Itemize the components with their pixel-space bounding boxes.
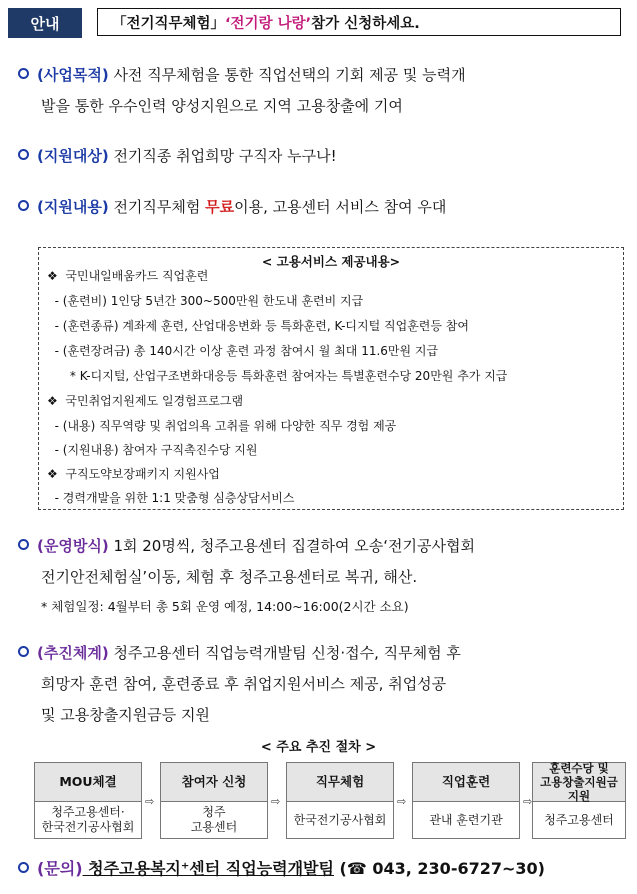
purpose-line2: 발을 통한 우수인력 양성지원으로 지역 고용창출에 기여 [41, 97, 403, 115]
arrow-right-icon: ⇨ [145, 795, 155, 808]
operation-key: (운영방식) [37, 537, 109, 555]
notice-tag: 안내 [8, 8, 82, 38]
service-line: - (훈련장려금) 총 140시간 이상 훈련 과정 참여시 월 최대 11.6만원 지급 [47, 344, 439, 358]
target-key: (지원대상) [37, 147, 109, 165]
contact-phone: (☎ 043, 230-6727~30) [333, 859, 545, 878]
target-text: 전기직종 취업희망 구직자 누구나! [108, 147, 337, 165]
procedure-step [160, 762, 268, 839]
service-line: - 경력개발을 위한 1:1 맞춤형 심층상담서비스 [47, 491, 295, 505]
service-line: ❖ 구직도약보장패키지 지원사업 [47, 467, 220, 481]
system-section [18, 638, 624, 731]
circle-bullet-icon [18, 862, 29, 873]
system-key: (추진체계) [37, 644, 109, 662]
contact-key: (문의) [37, 859, 83, 878]
service-line: * K-디지털, 산업구조변화대응등 특화훈련 참여자는 특별훈련수당 20만원 추가 지급 [47, 369, 508, 383]
circle-bullet-icon [18, 646, 29, 657]
arrow-right-icon: ⇨ [271, 795, 281, 808]
content-section [18, 192, 624, 223]
procedure-title: < 주요 추진 절차 > [260, 740, 377, 755]
system-line3: 및 고용창출지원금등 지원 [41, 706, 210, 724]
contact-text: 청주고용복지⁺센터 직업능력개발팀 [82, 859, 334, 878]
operation-section [18, 531, 624, 621]
procedure-step-body: 한국전기공사협회 [293, 812, 387, 827]
procedure-step [286, 762, 394, 839]
service-line: ❖ 국민취업지원제도 일경험프로그램 [47, 394, 244, 408]
notice-suffix: 참가 신청하세요. [311, 15, 420, 32]
procedure-step-head: MOU체결 [35, 763, 141, 802]
notice-title [97, 8, 621, 36]
procedure-step-head: 직업훈련 [413, 763, 519, 802]
notice-highlight: ‘전기랑 나랑’ [225, 15, 312, 32]
service-line: ❖ 국민내일배움카드 직업훈련 [47, 269, 209, 283]
arrow-right-icon: ⇨ [523, 795, 533, 808]
service-box [38, 247, 624, 510]
procedure-step-head: 참여자 신청 [161, 763, 267, 802]
purpose-key: (사업목적) [37, 66, 109, 84]
service-line: - (지원내용) 참여자 구직촉진수당 지원 [47, 443, 258, 457]
system-line1: 청주고용센터 직업능력개발팀 신청·접수, 직무체험 후 [108, 644, 461, 662]
circle-bullet-icon [18, 539, 29, 550]
procedure-step [412, 762, 520, 839]
notice-prefix: 「전기직무체험」 [112, 15, 226, 32]
content-free-text: 무료 [205, 198, 235, 216]
procedure-step-head: 훈련수당 및 고용창출지원금 지원 [533, 763, 625, 802]
content-key: (지원내용) [37, 198, 109, 216]
service-box-title: < 고용서비스 제공내용> [261, 254, 401, 269]
procedure-step-body: 청주고용센터· 한국전기공사협회 [41, 805, 135, 834]
service-line: - (내용) 직무역량 및 취업의욕 고취를 위해 다양한 직무 경험 제공 [47, 419, 397, 433]
operation-note: * 체험일정: 4월부터 총 5회 운영 예정, 14:00~16:00(2시간 소요) [41, 599, 409, 614]
arrow-right-icon: ⇨ [397, 795, 407, 808]
purpose-section [18, 60, 624, 122]
procedure-step [34, 762, 142, 839]
procedure-step-head: 직무체험 [287, 763, 393, 802]
circle-bullet-icon [18, 68, 29, 79]
service-line: - (훈련비) 1인당 5년간 300~500만원 한도내 훈련비 지급 [47, 294, 364, 308]
content-text-before: 전기직무체험 [108, 198, 206, 216]
content-text-after: 이용, 고용센터 서비스 참여 우대 [234, 198, 447, 216]
service-line: - (훈련종류) 계좌제 훈련, 산업대응변화 등 특화훈련, K-디지털 직업훈련등 참여 [47, 319, 469, 333]
operation-line2: 전기안전체험실’이동, 체험 후 청주고용센터로 복귀, 해산. [41, 568, 418, 586]
procedure-step-body: 관내 훈련기관 [429, 812, 503, 827]
circle-bullet-icon [18, 149, 29, 160]
procedure-step-body: 청주 고용센터 [190, 805, 238, 834]
procedure-step-body: 청주고용센터 [544, 812, 614, 827]
system-line2: 희망자 훈련 참여, 훈련종료 후 취업지원서비스 제공, 취업성공 [41, 675, 447, 693]
target-section [18, 141, 624, 172]
operation-line1: 1회 20명씩, 청주고용센터 집결하여 오송‘전기공사협회 [108, 537, 475, 555]
procedure-step [532, 762, 626, 839]
purpose-line1: 사전 직무체험을 통한 직업선택의 기회 제공 및 능력개 [108, 66, 466, 84]
contact-section [18, 856, 545, 879]
circle-bullet-icon [18, 200, 29, 211]
